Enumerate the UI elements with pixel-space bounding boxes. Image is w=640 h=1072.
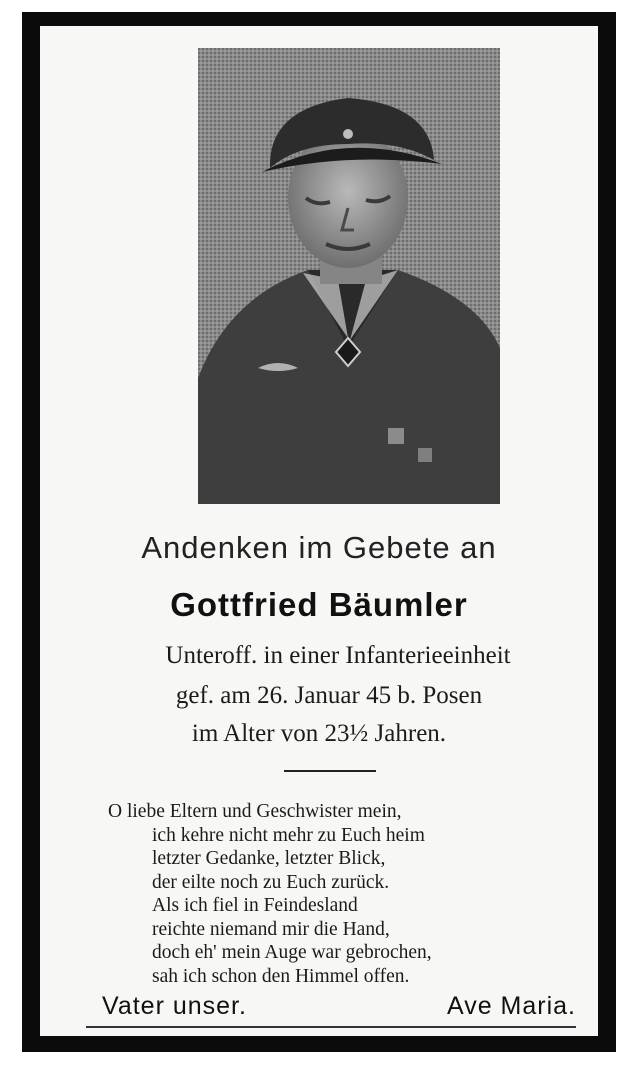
poem-line: Als ich fiel in Feindesland <box>152 895 358 916</box>
death-date-line: gef. am 26. Januar 45 b. Posen <box>175 682 483 709</box>
poem-line: O liebe Eltern und Geschwister mein, <box>108 801 402 822</box>
rank-line: Unteroff. in einer Infanterieeinheit <box>165 642 511 669</box>
deceased-name: Gottfried Bäumler <box>170 586 468 623</box>
poem-line: ich kehre nicht mehr zu Euch heim <box>152 824 425 846</box>
age-line: im Alter von 23½ Jahren. <box>191 720 447 747</box>
card-face <box>40 26 598 1036</box>
poem-line: sah ich schon den Himmel offen. <box>152 965 410 987</box>
poem-line: der eilte noch zu Euch zurück. <box>152 871 390 893</box>
poem-line: reichte niemand mir die Hand, <box>152 918 390 940</box>
prayer-hail-mary: Ave Maria. <box>446 992 576 1020</box>
portrait-photo <box>198 48 500 504</box>
memorial-poem <box>108 800 578 988</box>
memorial-heading: Andenken im Gebete an <box>141 530 497 565</box>
poem-line: letzter Gedanke, letzter Blick, <box>152 848 386 869</box>
bottom-rule <box>86 1026 576 1028</box>
soldier-portrait-image <box>198 48 500 504</box>
memorial-card <box>22 12 616 1052</box>
poem-line: doch eh' mein Auge war gebrochen, <box>152 942 432 963</box>
divider-line <box>284 770 376 772</box>
prayer-our-father: Vater unser. <box>102 992 247 1020</box>
